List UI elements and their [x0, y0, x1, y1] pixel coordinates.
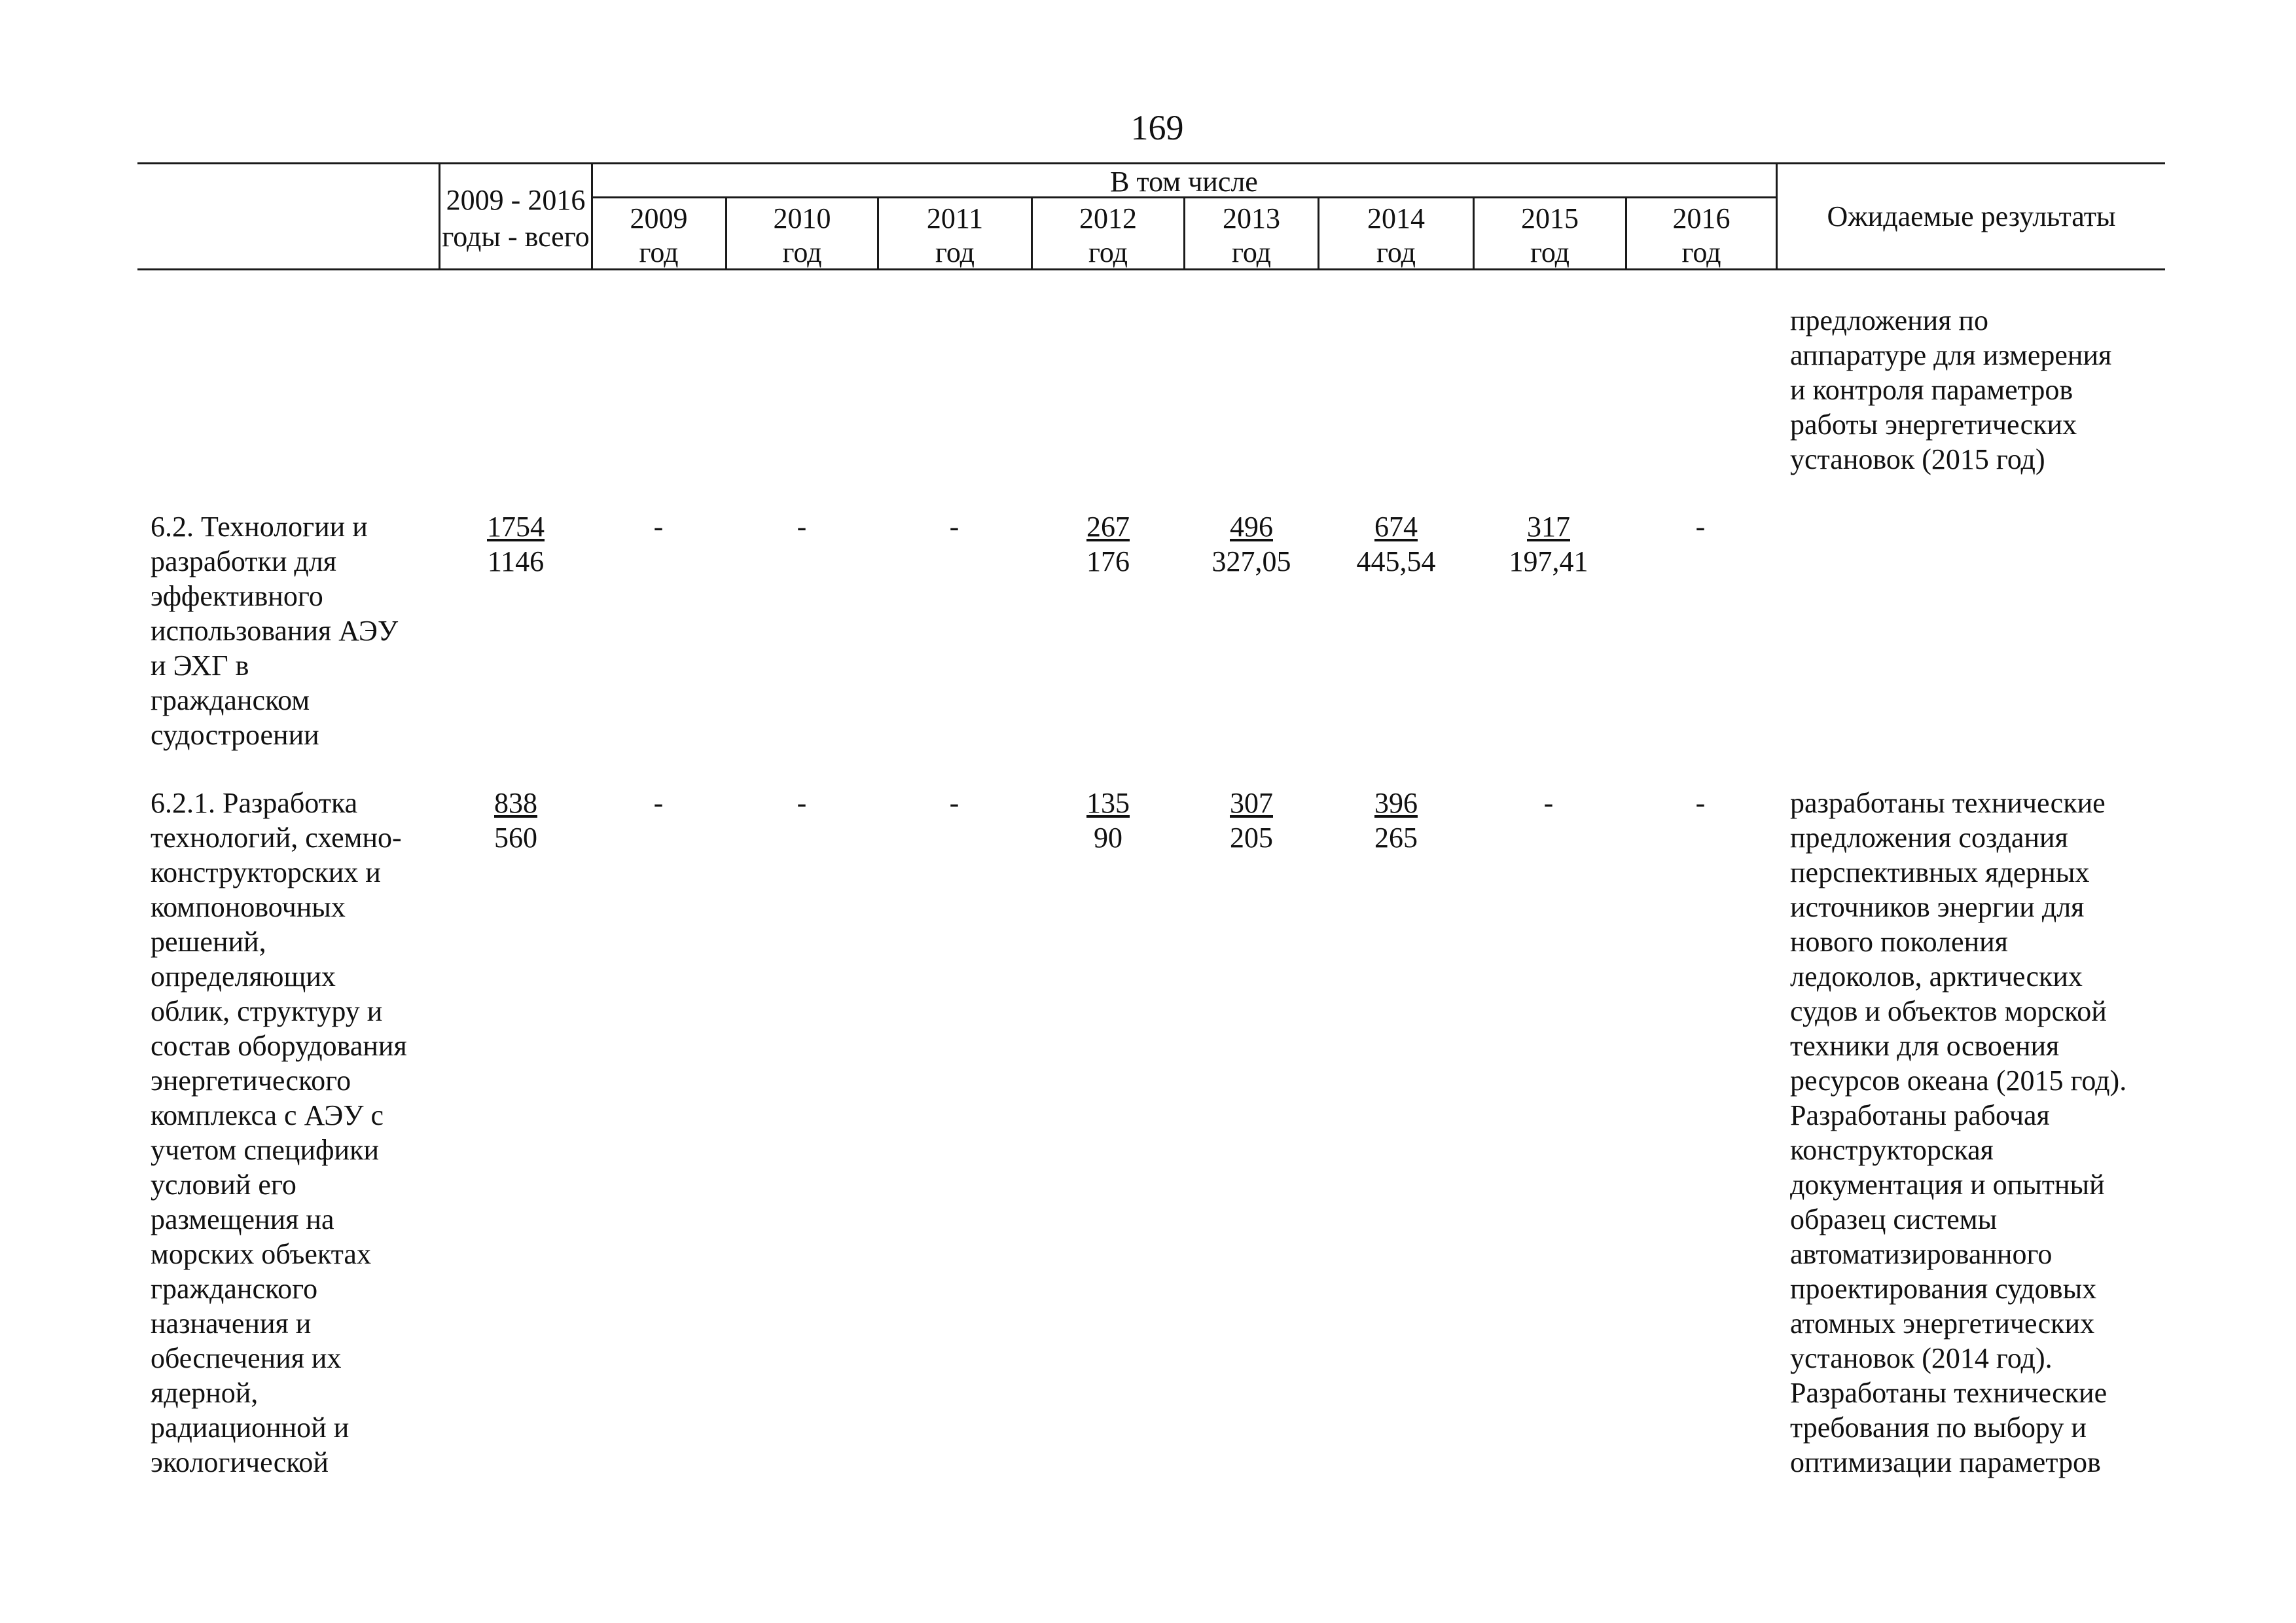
- year-value: 267: [1086, 511, 1130, 543]
- total-value-bottom: 560: [494, 822, 537, 854]
- header-results: Ожидаемые результаты: [1827, 200, 2116, 232]
- header-total: 2009 - 2016 годы - всего: [442, 184, 590, 253]
- year-value: -: [797, 511, 807, 543]
- header-year-2011: 2011 год: [926, 202, 984, 268]
- year-value: -: [1695, 787, 1706, 819]
- year-value: -: [1543, 787, 1554, 819]
- year-value: 396: [1374, 787, 1418, 819]
- year-value-bottom: 445,54: [1356, 545, 1436, 577]
- header-top-rule: [137, 162, 2165, 164]
- year-value: 135: [1086, 787, 1130, 819]
- year-value: 674: [1374, 511, 1418, 543]
- header-year-2009: 2009 год: [630, 202, 688, 268]
- results-continuation: предложения по аппаратуре для измерения и контроля параметров работы энергетических установок (2015 год): [1790, 304, 2112, 475]
- year-value-bottom: 327,05: [1211, 545, 1291, 577]
- header-year-2015: 2015 год: [1521, 202, 1579, 268]
- year-value: 317: [1527, 511, 1570, 543]
- year-value: -: [797, 787, 807, 819]
- header-year-2014: 2014 год: [1367, 202, 1425, 268]
- header-year-2016: 2016 год: [1672, 202, 1731, 268]
- row-title: 6.2.1. Разработка технологий, схемно- конструкторских и компоновочных решений, определяющих облик, структуру и состав оборудования энергетического комплекса с АЭУ с учетом специфики условий его размещения на морских объектах гражданского назначения и обеспечения их ядерной, радиационной и экологической: [151, 787, 407, 1478]
- year-value: -: [949, 511, 960, 543]
- header-group-label: В том числе: [1110, 166, 1258, 198]
- header-year-2012: 2012 год: [1079, 202, 1137, 268]
- header-year-2010: 2010 год: [773, 202, 831, 268]
- year-value: 307: [1230, 787, 1273, 819]
- year-value-bottom: 205: [1230, 822, 1273, 854]
- year-value: 496: [1230, 511, 1273, 543]
- year-value-bottom: 90: [1094, 822, 1122, 854]
- year-value: -: [653, 511, 664, 543]
- row-result: разработаны технические предложения создания перспективных ядерных источников энергии для нового поколения ледоколов, арктических судов и объектов морской техники для освоения ресурсов океана (2015 год). Разработаны рабочая конструкторская документация и опытный образец системы автоматизированного проектирования судовых атомных энергетических установок (2014 год). Разработаны технические требования по выбору и оптимизации параметров: [1790, 787, 2127, 1478]
- total-value-bottom: 1146: [487, 545, 545, 577]
- year-value: -: [1695, 511, 1706, 543]
- year-value-bottom: 176: [1086, 545, 1130, 577]
- year-value-bottom: 265: [1374, 822, 1418, 854]
- header-year-2013: 2013 год: [1223, 202, 1280, 268]
- total-value-top: 1754: [487, 511, 545, 543]
- row-title: 6.2. Технологии и разработки для эффективного использования АЭУ и ЭХГ в гражданском судостроении: [151, 511, 399, 751]
- page-number: 169: [1130, 108, 1184, 147]
- year-value: -: [949, 787, 960, 819]
- year-value-bottom: 197,41: [1509, 545, 1588, 577]
- year-value: -: [653, 787, 664, 819]
- total-value-top: 838: [494, 787, 537, 819]
